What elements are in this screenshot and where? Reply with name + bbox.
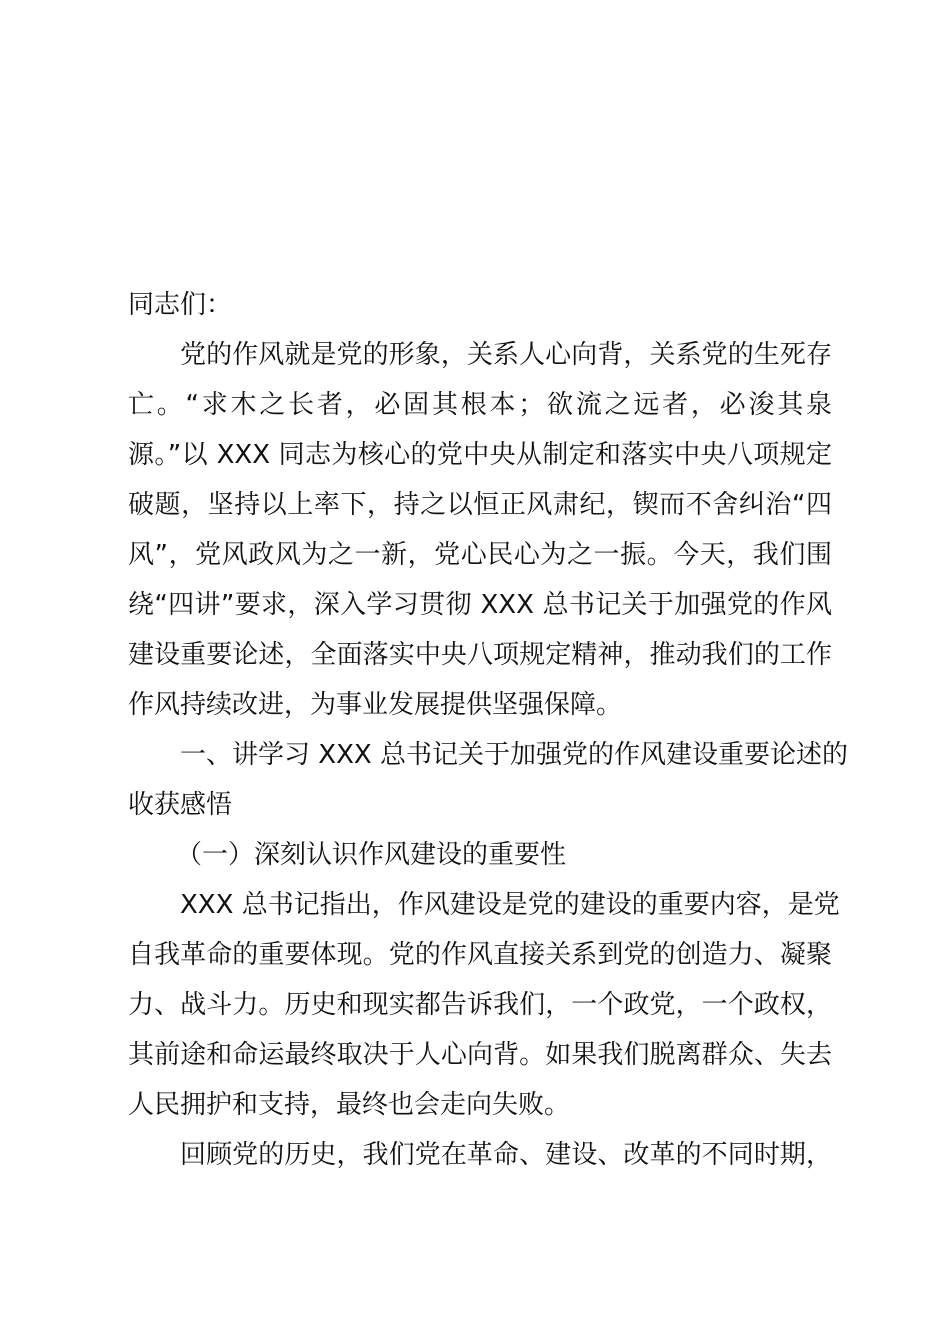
paragraph-line: 破题，坚持以上率下，持之以恒正风肃纪，锲而不舍纠治“四 — [128, 490, 832, 520]
document-body — [128, 280, 848, 1180]
paragraph-line: 亡。“求木之长者，必固其根本；欲流之远者，必浚其泉 — [128, 390, 832, 420]
paragraph-line: 自我革命的重要体现。党的作风直接关系到党的创造力、凝聚 — [128, 940, 832, 970]
paragraph-line: 绕“四讲”要求，深入学习贯彻 XXX 总书记关于加强党的作风 — [128, 590, 832, 620]
paragraph-line: 源。”以 XXX 同志为核心的党中央从制定和落实中央八项规定 — [128, 440, 832, 470]
subsection-heading: （一）深刻认识作风建设的重要性 — [176, 840, 567, 870]
salutation: 同志们： — [128, 290, 233, 320]
paragraph-line: 回顾党的历史，我们党在革命、建设、改革的不同时期， — [180, 1140, 832, 1170]
paragraph-line: 风”，党风政风为之一新，党心民心为之一振。今天，我们围 — [128, 540, 832, 570]
paragraph-line: 党的作风就是党的形象，关系人心向背，关系党的生死存 — [180, 340, 832, 370]
paragraph-line: 其前途和命运最终取决于人心向背。如果我们脱离群众、失去 — [128, 1040, 832, 1070]
paragraph-line: 人民拥护和支持，最终也会走向失败。 — [128, 1090, 571, 1120]
paragraph-line: XXX 总书记指出，作风建设是党的建设的重要内容，是党 — [180, 890, 840, 920]
paragraph-line: 作风持续改进，为事业发展提供坚强保障。 — [128, 690, 623, 720]
paragraph-line: 建设重要论述，全面落实中央八项规定精神，推动我们的工作 — [128, 640, 832, 670]
section-heading-line: 收获感悟 — [128, 790, 233, 820]
section-heading-line: 一、讲学习 XXX 总书记关于加强党的作风建设重要论述的 — [180, 740, 848, 770]
paragraph-line: 力、战斗力。历史和现实都告诉我们，一个政党，一个政权， — [128, 990, 832, 1020]
